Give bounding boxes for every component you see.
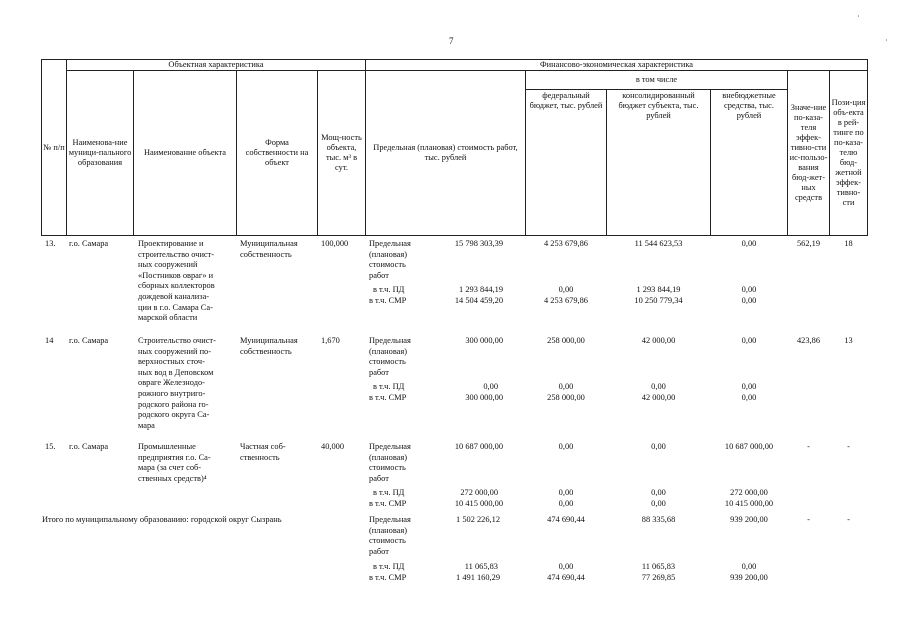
row-cost-total: 300 000,00 bbox=[465, 336, 503, 345]
row-position: 18 bbox=[844, 239, 853, 248]
row-cost-pd: 272 000,00 bbox=[460, 488, 498, 497]
row-pd-label: в т.ч. ПД bbox=[373, 285, 405, 294]
total-extrabudget-pd: 0,00 bbox=[741, 562, 757, 571]
row-capacity: 100,000 bbox=[321, 239, 349, 248]
row-extrabudget-pd: 0,00 bbox=[741, 382, 757, 391]
row-object-line: ных сооружений по- bbox=[138, 346, 212, 356]
row-object-line: строительство очист- bbox=[138, 249, 215, 259]
row-consolidated-pd: 0,00 bbox=[651, 488, 666, 497]
row-efficiency: - bbox=[807, 442, 810, 451]
row-position: 13 bbox=[844, 336, 853, 345]
row-cost-label: стоимость bbox=[369, 357, 406, 367]
row-object-line: предприятия г.о. Са- bbox=[138, 452, 211, 462]
total-pd-label: в т.ч. ПД bbox=[373, 562, 405, 571]
row-ownership-line: Частная соб- bbox=[240, 442, 286, 451]
row-ownership-line: ственность bbox=[240, 452, 280, 462]
row-ownership-line: Муниципальная bbox=[240, 239, 298, 248]
row-extrabudget-pd: 272 000,00 bbox=[730, 488, 768, 497]
total-extrabudget: 939 200,00 bbox=[730, 515, 768, 524]
row-cost-smr: 300 000,00 bbox=[465, 393, 503, 402]
total-cost-pd: 11 065,83 bbox=[464, 562, 498, 571]
header-num: № п/п bbox=[41, 59, 67, 236]
row-object-line: Проектирование и bbox=[138, 239, 204, 248]
row-object-line: мара bbox=[138, 420, 155, 430]
header-federal: федеральный бюджет, тыс. рублей bbox=[525, 89, 607, 236]
row-object-line: Строительство очист- bbox=[138, 336, 216, 345]
row-object-line: ных вод в Деповском bbox=[138, 367, 214, 377]
total-cost: 1 502 226,12 bbox=[456, 515, 500, 524]
row-federal-smr: 4 253 679,86 bbox=[544, 296, 588, 305]
header-consolidated: консолидированный бюджет субъекта, тыс. рублей bbox=[606, 89, 711, 236]
row-cost-label: (плановая) bbox=[369, 249, 408, 259]
row-object-line: дождевой канализа- bbox=[138, 292, 210, 301]
total-label: Итого по муниципальному образованию: городской округ Сызрань bbox=[42, 515, 282, 524]
header-ownership: Форма собственности на объект bbox=[236, 70, 318, 236]
row-cost-pd: 1 293 844,19 bbox=[459, 285, 503, 294]
header-efficiency: Значе-ние по-каза-теля эффек-тивно-сти ис-пользо-вания бюд-жет-ных средств bbox=[787, 70, 830, 236]
row-num: 14 bbox=[45, 336, 54, 345]
row-cost-label: Предельная bbox=[369, 442, 411, 451]
row-cost-label: (плановая) bbox=[369, 346, 408, 356]
total-smr-label: в т.ч. СМР bbox=[369, 573, 407, 582]
header-cost: Предельная (плановая) стоимость работ, тыс. рублей bbox=[365, 70, 526, 236]
row-federal-pd: 0,00 bbox=[558, 382, 574, 391]
row-cost-label: Предельная bbox=[369, 336, 411, 345]
row-object-line: ных сооружений bbox=[138, 260, 198, 270]
row-cost-label: стоимость bbox=[369, 260, 406, 270]
row-object-line: сборных коллекторов bbox=[138, 281, 215, 291]
row-ownership-line: собственность bbox=[240, 249, 292, 259]
header-finance-group: Финансово-экономическая характеристика bbox=[365, 59, 868, 71]
header-extrabudget: внебюджетные средства, тыс. рублей bbox=[710, 89, 788, 236]
row-extrabudget-total: 10 687 000,00 bbox=[724, 442, 774, 451]
row-object-line: родского района го- bbox=[138, 399, 209, 409]
row-consolidated-pd: 1 293 844,19 bbox=[636, 285, 681, 294]
total-cost-label: работ bbox=[369, 546, 389, 556]
row-consolidated-smr: 10 250 779,34 bbox=[634, 296, 683, 305]
row-extrabudget-pd: 0,00 bbox=[741, 285, 757, 294]
row-object-line: Промышленные bbox=[138, 442, 196, 451]
row-municipality: г.о. Самара bbox=[69, 336, 109, 345]
total-consolidated-smr: 77 269,85 bbox=[641, 573, 676, 582]
total-consolidated: 88 335,68 bbox=[641, 515, 676, 524]
row-consolidated-total: 11 544 623,53 bbox=[634, 239, 683, 248]
row-federal-total: 0,00 bbox=[558, 442, 574, 451]
row-object-line: овраге Железнодо- bbox=[138, 378, 205, 388]
row-federal-smr: 0,00 bbox=[558, 499, 574, 508]
total-cost-label: (плановая) bbox=[369, 525, 408, 535]
total-federal-smr: 474 690,44 bbox=[547, 573, 585, 582]
row-cost-label: работ bbox=[369, 270, 389, 280]
total-cost-label: Предельная bbox=[369, 515, 411, 524]
row-extrabudget-smr: 0,00 bbox=[741, 393, 757, 402]
row-object-line: мара (за счет соб- bbox=[138, 463, 202, 473]
row-num: 13. bbox=[45, 239, 56, 248]
scan-speck: · bbox=[857, 12, 860, 21]
total-position: - bbox=[847, 515, 850, 524]
row-cost-label: (плановая) bbox=[369, 452, 408, 462]
row-extrabudget-smr: 10 415 000,00 bbox=[724, 499, 774, 508]
row-federal-smr: 258 000,00 bbox=[547, 393, 585, 402]
row-cost-label: работ bbox=[369, 473, 389, 483]
header-position: Пози-ция объ-екта в рей-тинге по по-каза-телю бюд-жетной эффек-тивно-сти bbox=[829, 70, 868, 236]
row-extrabudget-total: 0,00 bbox=[741, 336, 757, 345]
header-including: в том числе bbox=[525, 70, 788, 90]
row-pd-label: в т.ч. ПД bbox=[373, 488, 405, 497]
row-position: - bbox=[847, 442, 850, 451]
row-smr-label: в т.ч. СМР bbox=[369, 499, 407, 508]
row-efficiency: 423,86 bbox=[796, 336, 821, 345]
page-number: 7 bbox=[449, 36, 454, 46]
row-num: 15. bbox=[45, 442, 56, 451]
total-federal-pd: 0,00 bbox=[558, 562, 574, 571]
row-smr-label: в т.ч. СМР bbox=[369, 296, 407, 305]
row-capacity: 40,000 bbox=[321, 442, 345, 451]
row-federal-total: 258 000,00 bbox=[547, 336, 585, 345]
header-object-name: Наименование объекта bbox=[133, 70, 237, 236]
row-object-line: ции в г.о. Самара Са- bbox=[138, 302, 213, 312]
row-ownership-line: Муниципальная bbox=[240, 336, 298, 345]
row-efficiency: 562,19 bbox=[796, 239, 821, 248]
row-object-line: «Постников овраг» и bbox=[138, 270, 214, 280]
row-cost-label: стоимость bbox=[369, 463, 406, 473]
row-cost-total: 15 798 303,39 bbox=[454, 239, 503, 248]
row-consolidated-smr: 0,00 bbox=[651, 499, 666, 508]
row-ownership-line: собственность bbox=[240, 346, 292, 356]
row-federal-pd: 0,00 bbox=[558, 488, 574, 497]
row-extrabudget-total: 0,00 bbox=[741, 239, 757, 248]
row-consolidated-total: 42 000,00 bbox=[641, 336, 676, 345]
row-cost-label: работ bbox=[369, 367, 389, 377]
row-pd-label: в т.ч. ПД bbox=[373, 382, 405, 391]
row-smr-label: в т.ч. СМР bbox=[369, 393, 407, 402]
row-cost-total: 10 687 000,00 bbox=[454, 442, 503, 451]
row-consolidated-pd: 0,00 bbox=[651, 382, 666, 391]
row-object-line: верхностных сточ- bbox=[138, 357, 205, 367]
header-municipality: Наименова-ние муници-пального образования bbox=[66, 70, 134, 236]
row-consolidated-smr: 42 000,00 bbox=[641, 393, 676, 402]
row-object-line: родского округа Са- bbox=[138, 410, 210, 420]
total-consolidated-pd: 11 065,83 bbox=[641, 562, 676, 571]
row-object-line: рожного внутриго- bbox=[138, 389, 206, 398]
row-extrabudget-smr: 0,00 bbox=[741, 296, 757, 305]
total-efficiency: - bbox=[807, 515, 810, 524]
row-consolidated-total: 0,00 bbox=[651, 442, 666, 451]
row-cost-pd: 0,00 bbox=[483, 382, 498, 391]
row-cost-smr: 10 415 000,00 bbox=[454, 499, 503, 508]
row-cost-smr: 14 504 459,20 bbox=[454, 296, 503, 305]
row-capacity: 1,670 bbox=[321, 336, 340, 345]
header-capacity: Мощ-ность объекта, тыс. м³ в сут. bbox=[317, 70, 366, 236]
header-object-group: Объектная характеристика bbox=[66, 59, 366, 71]
row-federal-pd: 0,00 bbox=[558, 285, 574, 294]
row-municipality: г.о. Самара bbox=[69, 442, 109, 451]
total-federal: 474 690,44 bbox=[547, 515, 585, 524]
row-municipality: г.о. Самара bbox=[69, 239, 109, 248]
scan-speck: · bbox=[885, 36, 888, 45]
row-cost-label: Предельная bbox=[369, 239, 411, 248]
total-extrabudget-smr: 939 200,00 bbox=[730, 573, 768, 582]
total-cost-label: стоимость bbox=[369, 536, 406, 546]
row-object-line: ственных средств)⁴ bbox=[138, 473, 207, 483]
row-federal-total: 4 253 679,86 bbox=[544, 239, 588, 248]
total-cost-smr: 1 491 160,29 bbox=[456, 573, 500, 582]
row-object-line: марской области bbox=[138, 313, 198, 323]
